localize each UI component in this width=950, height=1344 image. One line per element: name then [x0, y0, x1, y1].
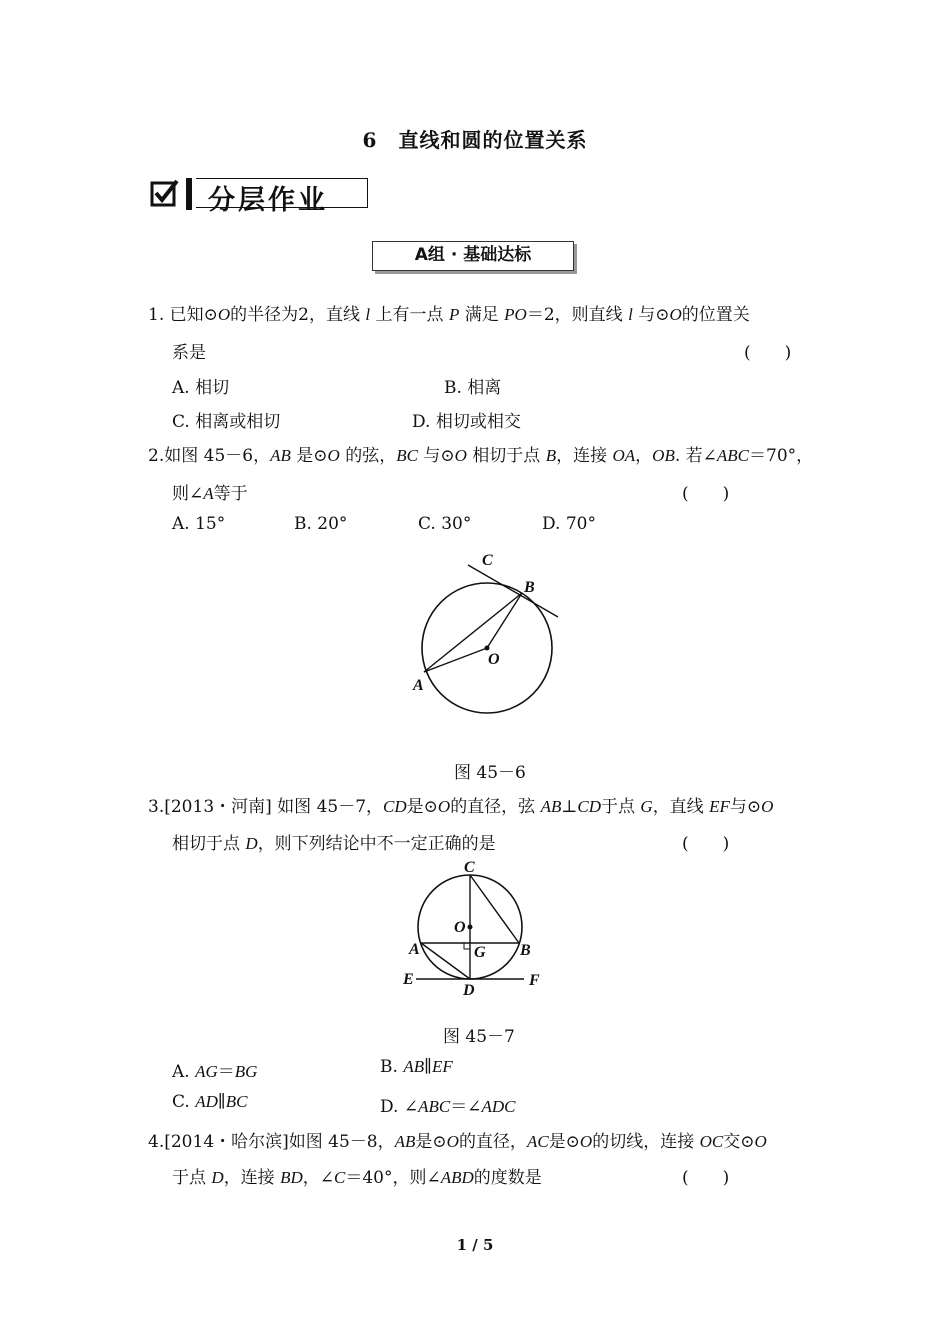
q2-text: 等于	[213, 484, 248, 504]
q1-option-d: D. 相切或相交	[412, 412, 521, 432]
q3-line1	[148, 792, 773, 817]
q2-text: 则∠	[172, 484, 204, 504]
q2-option-d: D. 70°	[542, 514, 596, 534]
q4-var: OC	[699, 1132, 724, 1151]
q3-text: 相切于点	[172, 834, 246, 854]
banner-bar	[186, 178, 192, 210]
group-label: A组 · 基础达标	[372, 241, 574, 271]
q1-var: P	[448, 305, 460, 324]
q3-var: EF	[431, 1057, 453, 1076]
q2-text: . 若∠	[674, 446, 717, 466]
q2-text: ，	[635, 446, 653, 466]
q3-text: ∥	[217, 1092, 226, 1112]
figure-45-6	[400, 545, 570, 725]
label-c: C	[464, 859, 475, 876]
q2-text: 相切于点	[466, 446, 546, 466]
q3-text: 于点	[601, 797, 641, 817]
q1-answer-blank: ( )	[744, 343, 792, 363]
q3-text: ⊥	[561, 797, 578, 817]
q3-text: 是⊙	[406, 797, 438, 817]
q2-line2	[172, 479, 248, 504]
q3-var: CD	[383, 797, 407, 816]
q3-text: D. ∠	[380, 1097, 419, 1117]
q1-number: 1.	[148, 305, 165, 325]
q3-var: ABC	[418, 1097, 451, 1116]
label-o: O	[488, 651, 500, 668]
q2-text: 与⊙	[417, 446, 455, 466]
q3-option-a	[172, 1057, 257, 1082]
q2-var: BC	[396, 446, 418, 465]
q2-option-b: B. 20°	[294, 514, 348, 534]
q3-text: 与⊙	[729, 797, 762, 817]
q1-text: 满足	[459, 305, 505, 325]
banner-box	[196, 178, 368, 216]
q1-var: O	[669, 305, 682, 324]
label-c: C	[482, 552, 493, 569]
q2-option-a: A. 15°	[172, 514, 226, 534]
q4-number: 4.	[148, 1132, 165, 1152]
q3-text: ，则下列结论中不一定正确的是	[257, 834, 496, 854]
q1-option-c: C. 相离或相切	[172, 412, 281, 432]
q2-number: 2.	[148, 446, 165, 466]
q3-text: ∥	[424, 1057, 432, 1077]
checkbox-icon	[150, 178, 180, 208]
q3-var: BG	[234, 1062, 258, 1081]
label-a: A	[413, 677, 424, 694]
figure-45-7-caption: 图 45－7	[443, 1027, 515, 1047]
q4-text: 于点	[172, 1168, 212, 1188]
q1-var: PO	[504, 305, 527, 324]
q2-text: ＝70°，	[749, 446, 814, 466]
tangent-line-bc	[468, 565, 558, 617]
segment-cb	[470, 875, 519, 943]
q1-line1	[148, 300, 750, 325]
label-o: O	[454, 919, 466, 936]
q4-text: 是⊙	[415, 1132, 447, 1152]
label-d: D	[463, 982, 475, 999]
q4-text: ，∠	[302, 1168, 335, 1188]
q1-var: l	[365, 305, 371, 324]
q3-var: BC	[225, 1092, 248, 1111]
q2-var: OB	[652, 446, 675, 465]
label-b: B	[524, 579, 535, 596]
q4-text: ，连接	[223, 1168, 281, 1188]
segment-oa	[424, 648, 487, 672]
q1-text: 已知⊙	[169, 305, 218, 325]
q3-var: O	[761, 797, 774, 816]
homework-banner	[150, 176, 370, 216]
q1-var: O	[217, 305, 231, 324]
q3-text: [2013・河南] 如图 45－7，	[164, 797, 384, 817]
label-g: G	[474, 944, 486, 961]
q4-text: ＝40°，则∠	[345, 1168, 441, 1188]
q4-var: O	[754, 1132, 767, 1151]
q2-text: 的弦，	[339, 446, 397, 466]
q4-line1	[148, 1127, 767, 1152]
q3-text: B.	[380, 1057, 404, 1077]
q4-var: BD	[280, 1168, 303, 1187]
q3-text: A.	[172, 1062, 196, 1082]
q1-var: l	[628, 305, 633, 324]
q3-text: C.	[172, 1092, 196, 1112]
q4-text: 的度数是	[473, 1168, 542, 1188]
q4-line2	[172, 1163, 542, 1188]
q3-var: CD	[577, 797, 601, 816]
center-point	[485, 646, 490, 651]
q3-text: ＝	[217, 1062, 235, 1082]
q3-var: AD	[195, 1092, 218, 1111]
q4-var: O	[446, 1132, 459, 1151]
page-number: 1 / 5	[456, 1236, 494, 1254]
q2-text: 是⊙	[290, 446, 328, 466]
q3-text: ＝∠	[450, 1097, 482, 1117]
figure-45-6-caption: 图 45－6	[454, 763, 526, 783]
q4-var: AC	[526, 1132, 549, 1151]
label-e: E	[403, 971, 414, 988]
q1-text: ＝2，则直线	[526, 305, 629, 325]
q3-line2	[172, 829, 496, 854]
q3-option-d	[380, 1092, 515, 1117]
q4-text: 的切线，连接	[592, 1132, 700, 1152]
q1-option-a: A. 相切	[172, 378, 230, 398]
q3-var: AG	[195, 1062, 218, 1081]
q2-text: ，连接	[556, 446, 613, 466]
q1-text: 的位置关	[681, 305, 750, 325]
q3-text: ，直线	[652, 797, 710, 817]
q3-text: 的直径，弦	[450, 797, 541, 817]
q4-text: 交⊙	[723, 1132, 755, 1152]
q2-var: O	[454, 446, 467, 465]
q4-answer-blank: ( )	[682, 1168, 730, 1188]
label-a: A	[409, 941, 420, 958]
q3-answer-blank: ( )	[682, 834, 730, 854]
q4-text: [2014・哈尔滨]如图 45－8，	[164, 1132, 395, 1152]
q4-var: AB	[394, 1132, 416, 1151]
q2-var: A	[203, 484, 214, 503]
segment-ob	[487, 593, 522, 648]
q2-var: OA	[612, 446, 636, 465]
q3-var: G	[640, 797, 653, 816]
q4-var: O	[579, 1132, 593, 1151]
q4-var: C	[334, 1168, 346, 1187]
q3-var: EF	[709, 797, 730, 816]
q2-option-c: C. 30°	[418, 514, 472, 534]
figure-45-7	[398, 856, 548, 1018]
q1-text: 上有一点	[370, 305, 449, 325]
q1-line2: 系是	[172, 343, 206, 363]
q3-var: ADC	[481, 1097, 516, 1116]
q4-text: 是⊙	[548, 1132, 580, 1152]
q2-answer-blank: ( )	[682, 484, 730, 504]
q2-var: ABC	[716, 446, 750, 465]
q2-text: 如图 45－6，	[164, 446, 271, 466]
q3-var: D	[245, 834, 258, 853]
q2-var: B	[545, 446, 557, 465]
q4-text: 的直径，	[458, 1132, 527, 1152]
q3-var: AB	[403, 1057, 425, 1076]
right-angle-mark	[464, 943, 470, 949]
q1-text: 的半径为2，直线	[230, 305, 366, 325]
q4-var: D	[211, 1168, 224, 1187]
q4-var: ABD	[440, 1168, 474, 1187]
q1-option-b: B. 相离	[444, 378, 502, 398]
q3-option-c	[172, 1092, 247, 1112]
q3-var: AB	[540, 797, 562, 816]
banner-label: 分层作业	[208, 185, 328, 216]
q2-line1	[148, 441, 813, 466]
label-f: F	[529, 972, 540, 989]
center-point	[468, 925, 473, 930]
q2-var: AB	[270, 446, 291, 465]
q3-var: O	[437, 797, 451, 816]
q3-option-b	[380, 1057, 453, 1077]
label-b: B	[520, 942, 531, 959]
q2-var: O	[327, 446, 340, 465]
q3-number: 3.	[148, 797, 165, 817]
page-title: 6 直线和圆的位置关系	[362, 128, 588, 152]
q1-text: 与⊙	[632, 305, 670, 325]
